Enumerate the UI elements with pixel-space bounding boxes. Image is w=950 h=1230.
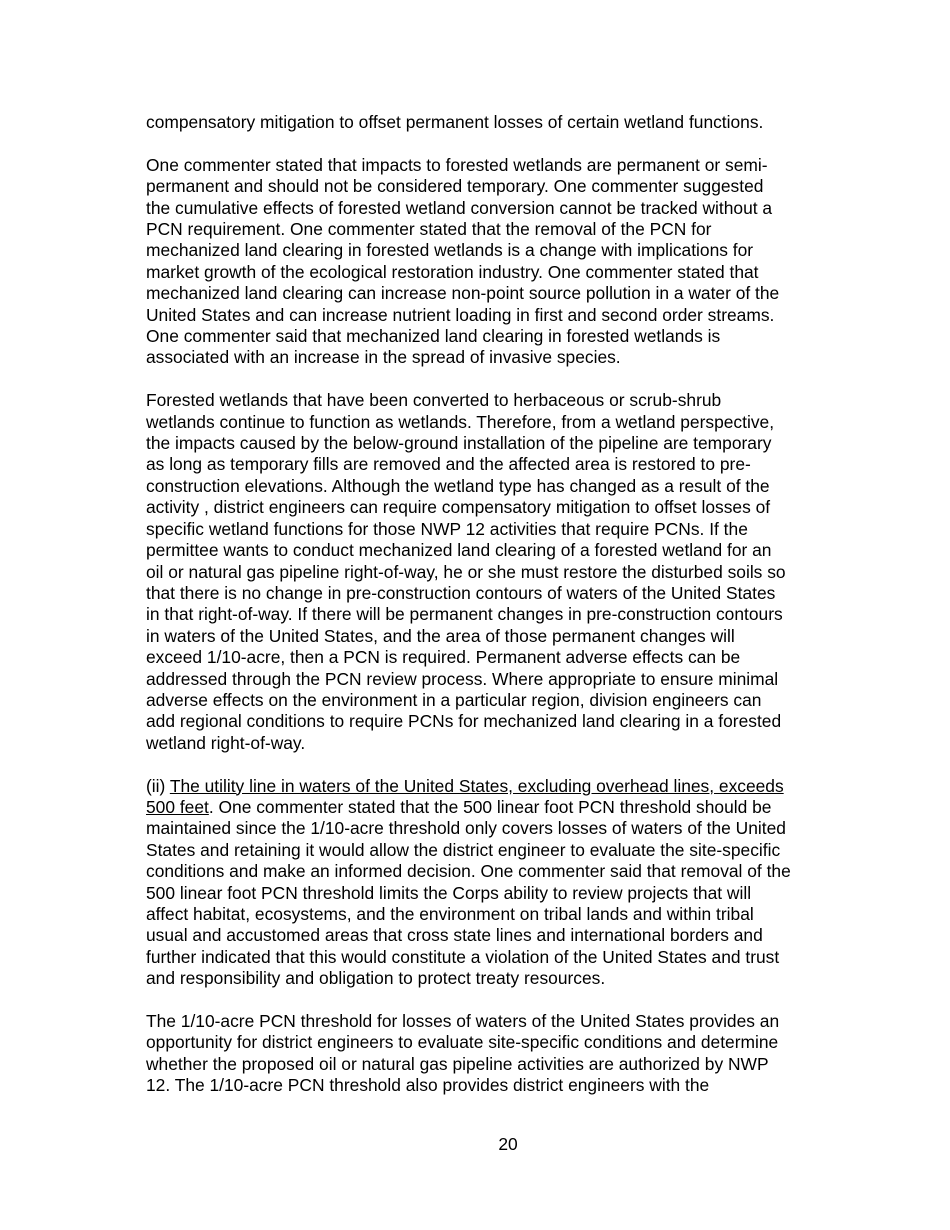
paragraph-1: compensatory mitigation to offset permanent losses of certain wetland functions. [146,112,764,132]
page-number: 20 [498,1134,518,1154]
paragraph-3: Forested wetlands that have been converted to herbaceous or scrub-shrub wetlands continue to function as wetlands. Therefore, from a wetland perspective, the impacts caused by the below-ground installation of the pipeline are temporary as long as temporary fills are removed and the affected area is restored to pre- construction elevations. Although the wetland type has changed as a result of the activity , district engineers can require compensatory mitigation to offset losses of specific wetland functions for those NWP 12 activities that require PCNs. If the permittee wants to conduct mechanized land clearing of a forested wetland for an oil or natural gas pipeline right-of-way, he or she must restore the disturbed soils so that there is no change in pre-construction contours of waters of the United States in that right-of-way. If there will be permanent changes in pre-construction contours in waters of the United States, and the area of those permanent changes will exceed 1/10-acre, then a PCN is required. Permanent adverse effects can be addressed through the PCN review process. Where appropriate to ensure minimal adverse effects on the environment in a particular region, division engineers can add regional conditions to require PCNs for mechanized land clearing in a forested wetland right-of-way. [146,390,786,753]
paragraph-4-prefix: (ii) [146,775,170,796]
paragraph-4 [146,776,841,990]
document-body [146,112,841,1097]
paragraph-4-heading: The utility line in waters of the United States, excluding overhead lines, exceeds 500 feet [146,775,784,817]
paragraph-5: The 1/10-acre PCN threshold for losses of waters of the United States provides an opportunity for district engineers to evaluate site-specific conditions and determine whether the proposed oil or natural gas pipeline activities are authorized by NWP 12. The 1/10-acre PCN threshold also provides district engineers with the [146,1011,780,1096]
paragraph-4-body: . One commenter stated that the 500 linear foot PCN threshold should be maintained since the 1/10-acre threshold only covers losses of waters of the United States and retaining it would allow the district engineer to evaluate the site-specific conditions and make an informed decision. One commenter said that removal of the 500 linear foot PCN threshold limits the Corps ability to review projects that will affect habitat, ecosystems, and the environment on tribal lands and within tribal usual and accustomed areas that cross state lines and international borders and further indicated that this would constitute a violation of the United States and trust and responsibility and obligation to protect treaty resources. [146,796,791,989]
paragraph-2: One commenter stated that impacts to forested wetlands are permanent or semi- permanent and should not be considered temporary. One commenter suggested the cumulative effects of forested wetland conversion cannot be tracked without a PCN requirement. One commenter stated that the removal of the PCN for mechanized land clearing in forested wetlands is a change with implications for market growth of the ecological restoration industry. One commenter stated that mechanized land clearing can increase non-point source pollution in a water of the United States and can increase nutrient loading in first and second order streams. One commenter said that mechanized land clearing in forested wetlands is associated with an increase in the spread of invasive species. [146,154,780,368]
